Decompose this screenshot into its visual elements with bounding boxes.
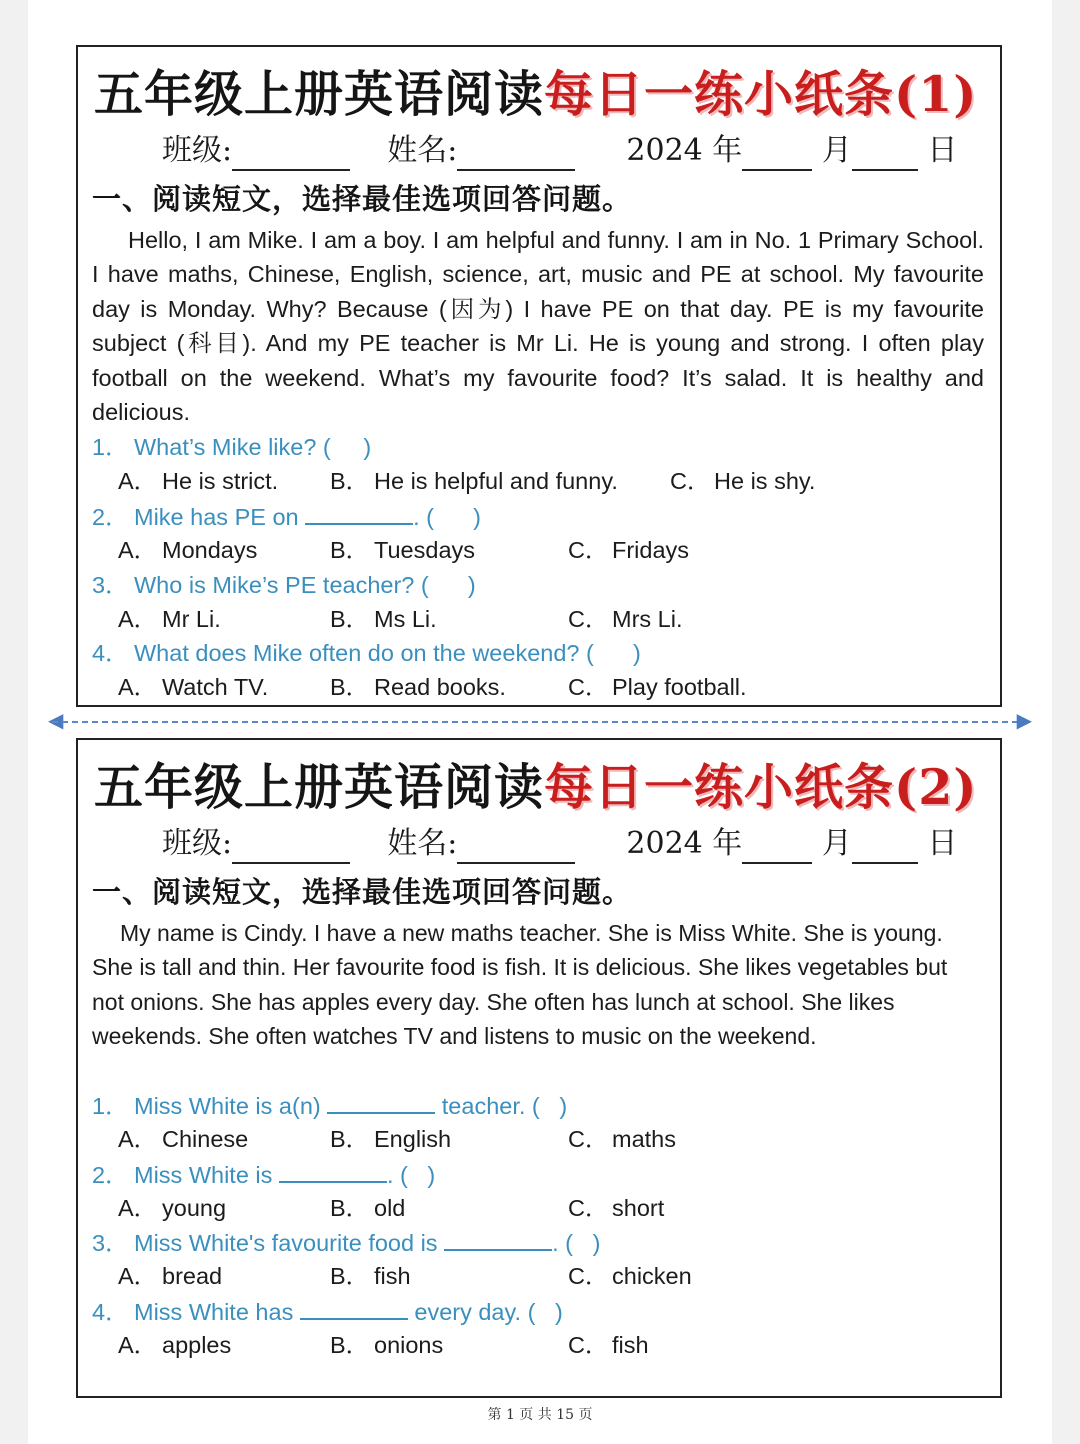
class-label: 班级:: [162, 826, 233, 861]
option-c[interactable]: C． short: [568, 1195, 665, 1221]
option-b[interactable]: B． Tuesdays: [330, 537, 476, 563]
option-a[interactable]: A． bread: [118, 1263, 223, 1289]
name-blank: [457, 832, 575, 864]
class-blank: [232, 139, 350, 171]
option-b[interactable]: B． Read books.: [330, 674, 506, 700]
answer-blank[interactable]: [327, 1088, 435, 1114]
section-heading: 一、阅读短文，选择最佳选项回答问题。: [92, 875, 633, 909]
option-b[interactable]: B． He is helpful and funny.: [330, 468, 618, 494]
option-a[interactable]: A． young: [118, 1195, 227, 1221]
option-c[interactable]: C． Play football.: [568, 674, 747, 700]
worksheet-card-1: [76, 45, 1002, 707]
year-label: 2024 年: [626, 826, 743, 861]
option-c[interactable]: C． Mrs Li.: [568, 606, 683, 632]
question-4: 4． Miss White has every day. ( ): [92, 1294, 563, 1328]
option-a[interactable]: A． Watch TV.: [118, 674, 269, 700]
question-1: 1． Miss White is a(n) teacher. ( ): [92, 1088, 567, 1122]
option-c[interactable]: C． chicken: [568, 1263, 692, 1289]
question-3: 3． Who is Mike’s PE teacher? ( ): [92, 572, 476, 598]
option-a[interactable]: A． Mondays: [118, 537, 258, 563]
class-blank: [232, 832, 350, 864]
student-info-row: [162, 131, 960, 171]
worksheet-title: [94, 752, 990, 822]
reading-passage: My name is Cindy. I have a new maths teacher. She is Miss White. She is young. She is tall and thin. Her favourite food is fish. It is delicious. She likes vegetables but not onions. She has apples every day. She often has lunch at school. She likes weekends. She often watches TV and listens to music on the weekend.: [92, 920, 948, 1050]
question-2: 2． Miss White is . ( ): [92, 1157, 435, 1191]
title-main: 五年级上册英语阅读: [94, 758, 545, 816]
name-label: 姓名:: [387, 133, 458, 168]
worksheet-page: [28, 0, 1052, 1444]
section-heading: 一、阅读短文，选择最佳选项回答问题。: [92, 182, 633, 216]
option-a[interactable]: A． Mr Li.: [118, 606, 221, 632]
month-label: 月: [821, 826, 852, 861]
month-blank: [742, 832, 812, 864]
title-highlight: 每日一练小纸条(1): [544, 65, 978, 123]
worksheet-card-2: [76, 738, 1002, 1398]
month-label: 月: [821, 133, 852, 168]
day-label: 日: [927, 826, 958, 861]
answer-blank[interactable]: [444, 1225, 552, 1251]
option-b[interactable]: B． onions: [330, 1332, 444, 1358]
worksheet-title: [94, 59, 990, 129]
question-4: 4． What does Mike often do on the weekend? ( ): [92, 640, 641, 666]
day-blank: [852, 139, 918, 171]
title-main: 五年级上册英语阅读: [94, 65, 545, 123]
month-blank: [742, 139, 812, 171]
student-info-row: [162, 824, 960, 864]
option-a[interactable]: A． He is strict.: [118, 468, 279, 494]
option-a[interactable]: A． Chinese: [118, 1126, 249, 1152]
option-b[interactable]: B． old: [330, 1195, 406, 1221]
name-blank: [457, 139, 575, 171]
page-footer: 第 1 页 共 15 页: [487, 1407, 593, 1423]
answer-blank[interactable]: [300, 1294, 408, 1320]
option-a[interactable]: A． apples: [118, 1332, 232, 1358]
option-c[interactable]: C． Fridays: [568, 537, 690, 563]
year-label: 2024 年: [626, 133, 743, 168]
reading-passage: Hello, I am Mike. I am a boy. I am helpful and funny. I am in No. 1 Primary School. I have maths, Chinese, English, science, art, music and PE at school. My favourite day is Monday. Why? Because (因为) I have PE on that day. PE is my favourite subject (科目). And my PE teacher is Mr Li. He is young and strong. I often play football on the weekend. What’s my favourite food? It’s salad. It is healthy and delicious.: [92, 227, 984, 426]
answer-blank[interactable]: [305, 499, 413, 525]
question-3: 3． Miss White's favourite food is . ( ): [92, 1225, 600, 1259]
option-c[interactable]: C． maths: [568, 1126, 676, 1152]
class-label: 班级:: [162, 133, 233, 168]
option-c[interactable]: C． He is shy.: [670, 468, 816, 494]
name-label: 姓名:: [387, 826, 458, 861]
day-blank: [852, 832, 918, 864]
question-1: 1． What’s Mike like? ( ): [92, 434, 372, 460]
cut-divider: [52, 721, 1028, 725]
cut-line-right-arrow-icon: ▶: [1016, 710, 1032, 732]
option-c[interactable]: C． fish: [568, 1332, 649, 1358]
cut-line-left-arrow-icon: ◀: [48, 710, 64, 732]
title-highlight: 每日一练小纸条(2): [544, 758, 978, 816]
day-label: 日: [927, 133, 958, 168]
option-b[interactable]: B． fish: [330, 1263, 411, 1289]
question-2: 2． Mike has PE on . ( ): [92, 499, 481, 533]
option-b[interactable]: B． English: [330, 1126, 452, 1152]
answer-blank[interactable]: [279, 1157, 387, 1183]
option-b[interactable]: B． Ms Li.: [330, 606, 437, 632]
